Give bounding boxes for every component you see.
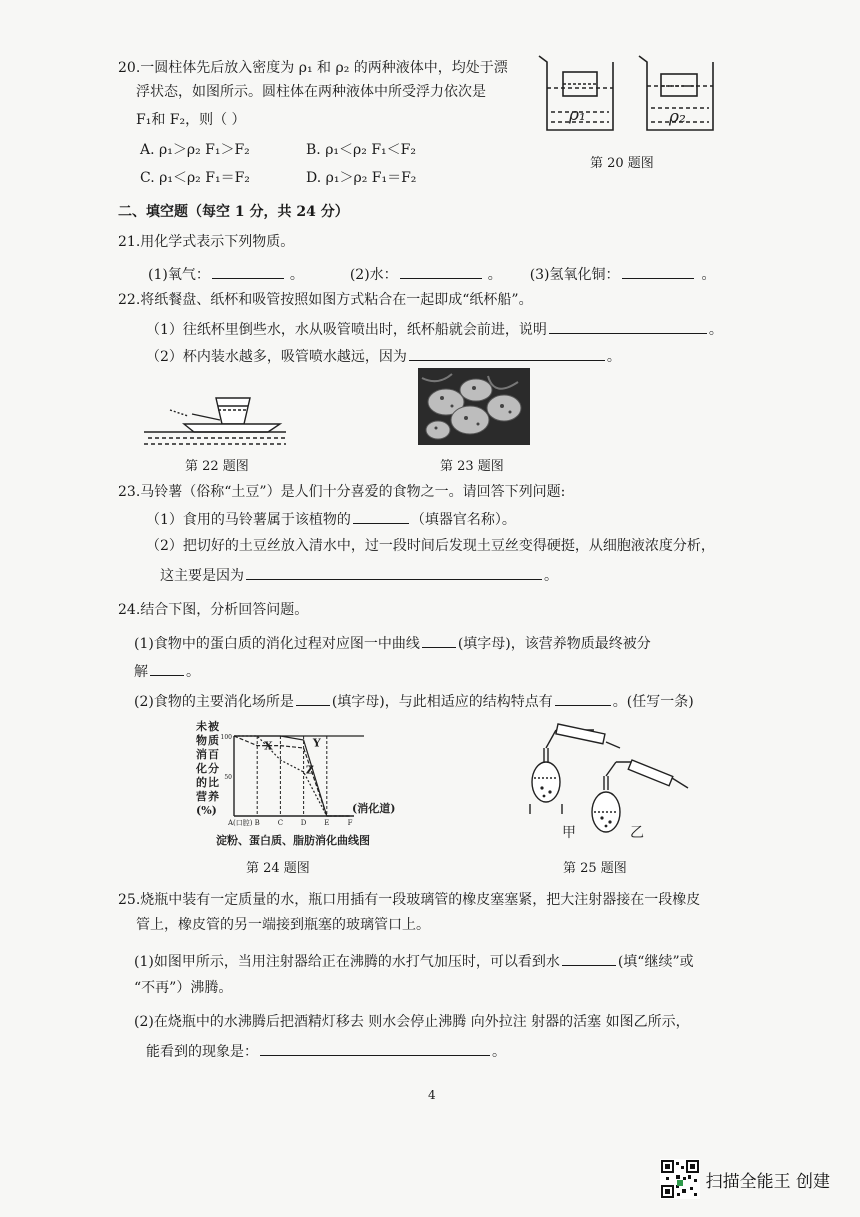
q24-sub1c xyxy=(134,660,200,682)
q20-line1: 20.一圆柱体先后放入密度为 ρ₁ 和 ρ₂ 的两种液体中，均处于漂 xyxy=(118,60,508,76)
q20-option-c: C. ρ₁＜ρ₂ F₁＝F₂ xyxy=(140,170,250,186)
ylabel-char: 未 xyxy=(196,720,207,733)
x-axis-label: (消化道) xyxy=(352,802,396,815)
q25-sub1-text: (1)如图甲所示，当用注射器给正在沸腾的水打气加压时，可以看到水 xyxy=(134,954,560,970)
q24-sub2-tail: 。(任写一条) xyxy=(612,694,694,710)
q23-blank1[interactable] xyxy=(353,508,409,524)
q20-line2: 浮状态，如图所示。圆柱体在两种液体中所受浮力依次是 xyxy=(136,84,486,100)
q24-sub2 xyxy=(134,690,694,712)
q24-sub1c-text: 解 xyxy=(134,664,148,680)
q21-period1: 。 xyxy=(289,267,304,283)
scanner-text: 扫描全能王 创建 xyxy=(705,1171,830,1192)
q25-sub2b xyxy=(146,1040,506,1062)
x-tick-label: C xyxy=(277,819,284,827)
q25-caption: 第 25 题图 xyxy=(563,861,627,876)
ylabel-char: 消 xyxy=(196,748,207,761)
q22-sub1 xyxy=(146,318,723,340)
y-axis-label-group xyxy=(195,720,220,817)
q24-caption: 第 24 题图 xyxy=(246,861,310,876)
series-lines-group xyxy=(234,736,350,816)
ylabel-char: 分 xyxy=(208,762,219,775)
q24-sub1c-end: 。 xyxy=(186,664,200,680)
ylabel-char: 化 xyxy=(196,762,207,775)
q24-sub2-text: (2)食物的主要消化场所是 xyxy=(134,694,294,710)
ylabel-char: 物 xyxy=(196,734,207,747)
q20-option-b: B. ρ₁＜ρ₂ F₁＜F₂ xyxy=(306,142,416,158)
q24-blank1[interactable] xyxy=(422,632,456,648)
label-jia: 甲 xyxy=(562,825,576,841)
q25-sub2b-end: 。 xyxy=(492,1044,506,1060)
x-tick-label: D xyxy=(300,819,307,827)
q23-caption: 第 23 题图 xyxy=(440,459,504,474)
q24-blank4[interactable] xyxy=(555,690,611,706)
ylabel-char: (%) xyxy=(196,804,217,817)
q25-sub1-tail: (填“继续”或 xyxy=(617,954,694,970)
q21-blank3[interactable] xyxy=(622,263,694,279)
q20-beakers-figure xyxy=(535,50,720,140)
q21-period2: 。 xyxy=(487,267,502,283)
ylabel-char: 的 xyxy=(196,776,207,789)
q21-parts xyxy=(148,263,716,285)
q25-sub2b-text: 能看到的现象是： xyxy=(146,1044,258,1060)
digestion-curve-chart xyxy=(190,720,400,850)
q21-part2: (2)水： xyxy=(349,267,398,283)
ylabel-char: 质 xyxy=(208,734,219,747)
q21-part1: (1)氧气： xyxy=(148,267,210,283)
series-label: X xyxy=(264,739,273,753)
q25-blank1[interactable] xyxy=(562,950,616,966)
q22-blank1[interactable] xyxy=(549,318,707,334)
q25-flask-figure xyxy=(522,712,692,847)
q21-part3: (3)氢氧化铜： xyxy=(529,267,620,283)
q23-sub1-end: （填器官名称）。 xyxy=(410,512,516,528)
x-tick-label: A(口腔) xyxy=(228,819,253,827)
ylabel-char: 营 xyxy=(196,790,207,803)
series-label: Y xyxy=(312,736,321,750)
chart-subtitle: 淀粉、蛋白质、脂肪消化曲线图 xyxy=(216,834,370,847)
q22-stem: 22.将纸餐盘、纸杯和吸管按照如图方式粘合在一起即成“纸杯船”。 xyxy=(118,292,533,308)
potato-photo xyxy=(418,368,530,445)
q21-blank2[interactable] xyxy=(400,263,482,279)
series-label: Z xyxy=(305,763,314,777)
q22-sub2-end: 。 xyxy=(606,349,621,365)
ylabel-char: 比 xyxy=(208,776,219,789)
ylabel-char: 被 xyxy=(208,720,219,733)
y-tick-label: 50 xyxy=(224,774,232,781)
q25-sub1 xyxy=(134,950,694,972)
series-line-y xyxy=(234,736,350,816)
ylabel-char: 百 xyxy=(208,748,219,761)
q20-option-d: D. ρ₁＞ρ₂ F₁＝F₂ xyxy=(306,170,417,186)
q23-sub2b-end: 。 xyxy=(544,568,558,584)
rho2-label: ρ₂ xyxy=(669,107,686,127)
y-tick-label: 100 xyxy=(220,734,232,741)
q24-blank2[interactable] xyxy=(150,660,184,676)
q23-sub2b-text: 这主要是因为 xyxy=(160,568,244,584)
x-tick-label: B xyxy=(254,819,260,827)
label-yi: 乙 xyxy=(630,825,644,841)
q21-stem: 21.用化学式表示下列物质。 xyxy=(118,234,295,250)
labels-group xyxy=(216,736,395,847)
q22-sub2-text: （2）杯内装水越多，吸管喷水越远，因为 xyxy=(146,349,407,365)
q22-sub1-end: 。 xyxy=(708,322,723,338)
q21-blank1[interactable] xyxy=(212,263,284,279)
x-tick-label: E xyxy=(324,819,330,827)
q23-blank2[interactable] xyxy=(246,564,542,580)
paper-cup-boat-figure xyxy=(140,390,290,450)
q25-stem2: 管上，橡皮管的另一端接到瓶塞的玻璃管口上。 xyxy=(136,917,430,933)
q22-blank2[interactable] xyxy=(409,345,605,361)
q24-sub1-tail: (填字母)，该营养物质最终被分 xyxy=(457,636,651,652)
q24-sub1-text: (1)食物中的蛋白质的消化过程对应图一中曲线 xyxy=(134,636,420,652)
series-line-x xyxy=(234,736,350,816)
q25-sub2a: (2)在烧瓶中的水沸腾后把酒精灯移去 则水会停止沸腾 向外拉注 射器的活塞 如图乙所示， xyxy=(134,1014,690,1030)
q23-sub2b xyxy=(160,564,558,586)
q23-stem: 23.马铃薯（俗称“土豆”）是人们十分喜爱的食物之一。请回答下列问题: xyxy=(118,484,566,500)
q22-sub2 xyxy=(146,345,621,367)
qr-code-icon xyxy=(660,1159,700,1199)
q20-caption: 第 20 题图 xyxy=(590,156,654,171)
x-tick-label: F xyxy=(347,819,353,827)
q23-sub1-text: （1）食用的马铃薯属于该植物的 xyxy=(146,512,351,528)
ylabel-char: 养 xyxy=(208,790,219,803)
q21-period3: 。 xyxy=(701,267,716,283)
series-line-z xyxy=(234,736,350,816)
rho1-label: ρ₁ xyxy=(569,105,586,125)
q24-sub2-mid: (填字母)，与此相适应的结构特点有 xyxy=(331,694,553,710)
q25-blank2[interactable] xyxy=(260,1040,490,1056)
scanner-watermark xyxy=(660,1159,830,1199)
q22-caption: 第 22 题图 xyxy=(185,459,249,474)
page-number: 4 xyxy=(428,1088,436,1102)
q20-option-a: A. ρ₁＞ρ₂ F₁＞F₂ xyxy=(140,142,250,158)
section2-title: 二、填空题（每空 1 分，共 24 分） xyxy=(118,204,349,220)
q23-sub2a: （2）把切好的土豆丝放入清水中，过一段时间后发现土豆丝变得硬挺，从细胞液浓度分析， xyxy=(146,538,715,554)
q25-stem1: 25.烧瓶中装有一定质量的水，瓶口用插有一段玻璃管的橡皮塞塞紧，把大注射器接在一段橡皮 xyxy=(118,892,701,908)
q25-sub1c: “不再”）沸腾。 xyxy=(134,980,233,996)
q23-sub1 xyxy=(146,508,516,530)
q22-sub1-text: （1）往纸杯里倒些水，水从吸管喷出时，纸杯船就会前进，说明 xyxy=(146,322,547,338)
q20-line3: F₁和 F₂，则（ ） xyxy=(136,112,246,128)
q24-stem: 24.结合下图，分析回答问题。 xyxy=(118,602,309,618)
q24-sub1 xyxy=(134,632,651,654)
q24-blank3[interactable] xyxy=(296,690,330,706)
